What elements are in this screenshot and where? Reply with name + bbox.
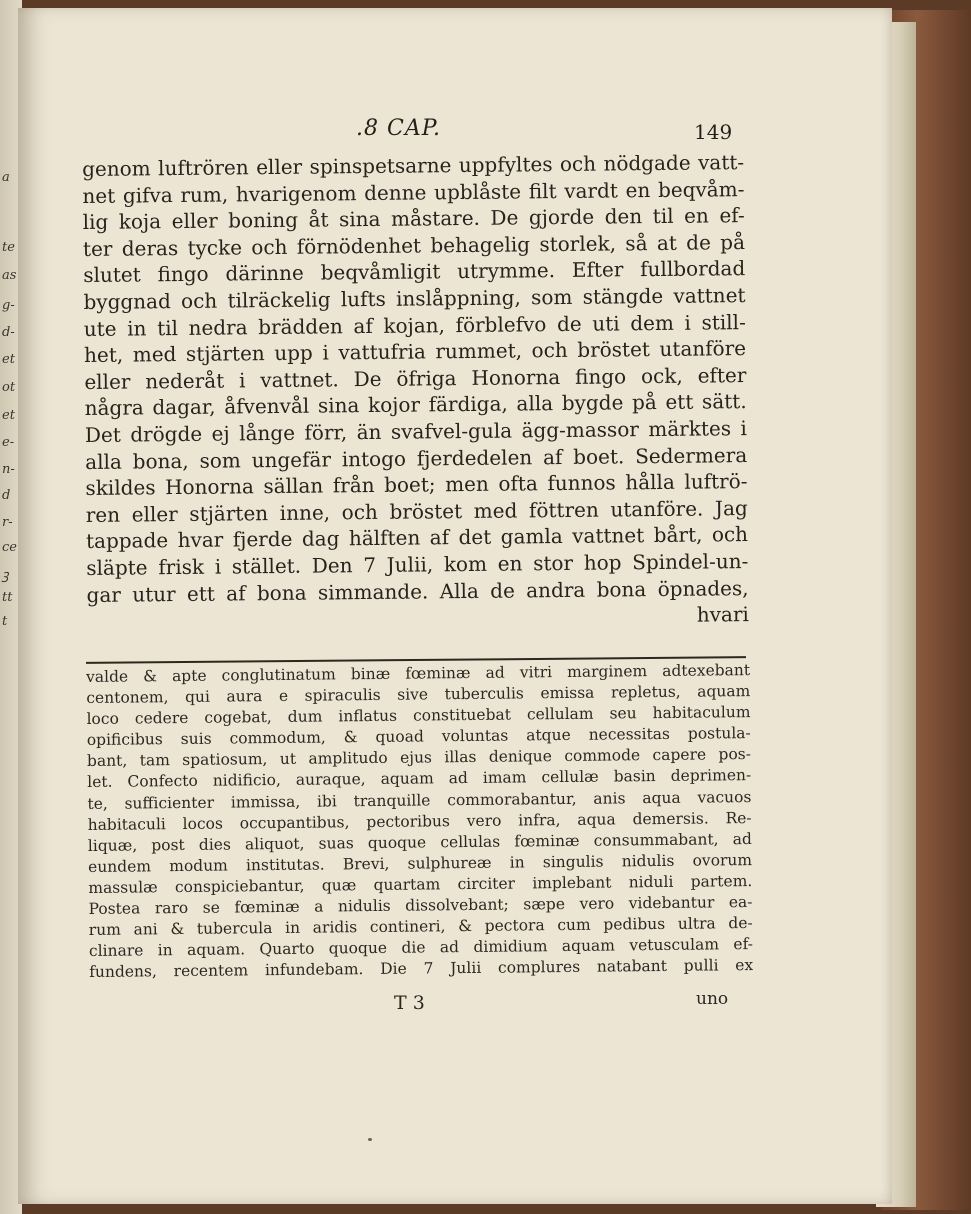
signature-mark: T 3	[394, 992, 425, 1014]
note-text-line: massulæ conspiciebantur, quæ quartam circiter implebant niduli partem.	[88, 871, 753, 897]
prev-page-fragment: ot	[2, 380, 16, 395]
note-text-line: habitaculi locos occupantibus, pectoribus vero infra, aqua demersis. Re-	[87, 808, 752, 834]
main-text-line: släpte frisk i stället. Den 7 Julii, kom en stor hop Spindel-un-	[86, 548, 749, 580]
prev-page-fragment: a	[2, 170, 10, 185]
latin-note-block	[86, 660, 753, 983]
prev-page-fragment: e-	[2, 435, 15, 450]
prev-page-fragment: t	[2, 614, 8, 629]
main-text-line: gar utur ett af bona simmande. Alla de andra bona öpnades,	[86, 575, 749, 607]
catchword: uno	[696, 989, 729, 1009]
main-text-line: tappade hvar fjerde dag hälften af det gamla vattnet bårt, och	[85, 522, 749, 554]
book-page	[18, 8, 892, 1204]
prev-page-fragment: ꝫ	[2, 568, 9, 583]
note-text-line: liquæ, post dies aliquot, suas quoque cellulas fœminæ consummabant, ad	[87, 829, 752, 855]
main-text-line: skildes Honorna sällan från boet; men ofta funnos hålla luftrö-	[85, 469, 748, 501]
main-text-line: net gifva rum, hvarigenom denne upblåste filt vardt en beqvåm-	[82, 176, 745, 208]
note-text-line: loco cedere cogebat, dum inflatus constituebat cellulam seu habitaculum	[86, 703, 751, 729]
main-text-line: Det drögde ej långe förr, än svafvel-gula ägg-massor märktes i	[84, 415, 748, 447]
note-text-line: fundens, recentem infundebam. Die 7 Julii complures natabant pulli ex	[89, 956, 754, 982]
note-text-line: opificibus suis commodum, & quoad voluntas atque necessitas postula-	[86, 724, 751, 750]
main-text-line: hvari	[696, 602, 749, 627]
note-text-line: centonem, qui aura e spiraculis sive tuberculis emissa repletus, aquam	[86, 682, 751, 708]
prev-page-fragment: g-	[2, 298, 15, 313]
prev-page-fragment: te	[2, 240, 15, 255]
note-text-line: eundem modum institutas. Brevi, sulphureæ in singulis nidulis ovorum	[87, 850, 753, 876]
note-text-line: clinare in aquam. Quarto quoque die ad dimidium aquam vetusculam ef-	[88, 935, 754, 961]
note-text-line: rum ani & tubercula in aridis contineri, & pectora cum pedibus ultra de-	[88, 914, 753, 940]
note-text-line: Postea raro se fœminæ a nidulis dissolvebant; sæpe vero videbantur ea-	[88, 893, 753, 919]
prev-page-fragment: et	[2, 352, 15, 367]
main-text-line: ren eller stjärten inne, och bröstet med föttren utanföre. Jag	[85, 495, 748, 527]
note-text-line: let. Confecto nidificio, auraque, aquam ad imam cellulæ basin deprimen-	[87, 766, 752, 792]
main-text-line: ter deras tycke och förnödenhet behagelig storlek, så at de på	[82, 229, 746, 261]
paper-speck	[368, 1138, 372, 1141]
prev-page-fragment: n-	[2, 462, 15, 477]
main-text-line: het, med stjärten upp i vattufria rummet, och bröstet utanföre	[83, 336, 747, 368]
note-text-line: te, sufficienter immissa, ibi tranquille commorabantur, anis aqua vacuos	[87, 787, 752, 813]
note-text-line: valde & apte conglutinatum binæ fœminæ ad vitri marginem adtexebant	[86, 661, 751, 686]
main-text-line: byggnad och tilräckelig lufts inslåppning, som stängde vattnet	[83, 283, 746, 314]
prev-page-fragment: ce	[2, 540, 17, 555]
prev-page-fragment: tt	[2, 590, 13, 605]
main-text-line: lig koja eller boning åt sina måstare. De gjorde den til en ef-	[82, 203, 745, 235]
page-number: 149	[694, 120, 733, 144]
prev-page-fragment: et	[2, 408, 15, 423]
prev-page-fragment: d-	[2, 325, 15, 340]
prev-page-fragment: as	[2, 268, 17, 283]
main-text-line: alla bona, som ungefär intogo fjerdedelen af boet. Sedermera	[85, 442, 748, 474]
main-text-line: några dagar, åfvenvål sina kojor färdiga, alla bygde på ett sätt.	[84, 389, 747, 421]
prev-page-fragment: r-	[2, 515, 13, 530]
main-text-line: slutet fingo därinne beqvåmligit utrymme. Efter fullbordad	[83, 256, 746, 288]
main-text-line: eller nederåt i vattnet. De öfriga Honorna fingo ock, efter	[84, 362, 747, 394]
prev-page-fragment: d	[2, 488, 11, 503]
main-text-line: genom luftrören eller spinspetsarne uppfyltes och nödgade vatt-	[82, 150, 745, 181]
running-head: .8 CAP.	[356, 116, 442, 141]
main-text-block	[82, 149, 749, 635]
main-text-line: ute in til nedra brädden af kojan, förblefvo de uti dem i still-	[83, 309, 746, 341]
note-text-line: bant, tam spatiosum, ut amplitudo ejus illas denique commode capere pos-	[86, 745, 752, 771]
